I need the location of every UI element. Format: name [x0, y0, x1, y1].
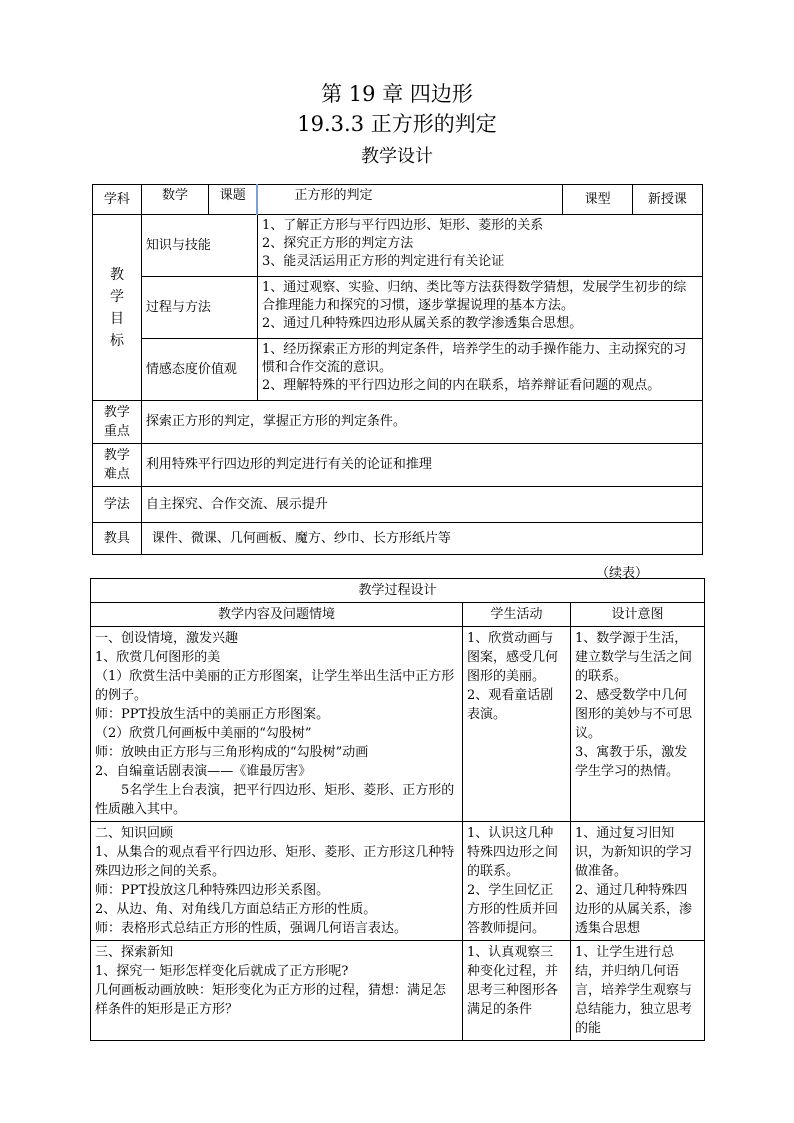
activity-line: 2、学生回忆正方形的性质并回答教师提问。 [467, 883, 559, 936]
activity-line: 1、认真观察三种变化过程，并思考三种图形各满足的条件 [467, 945, 559, 1017]
table-row [91, 627, 705, 822]
intent-line: 2、感受数学中几何图形的美妙与不可思议。 [575, 688, 693, 741]
content-line: 2、从边、角、对角线几方面总结正方形的性质。 [95, 902, 377, 917]
process-table [90, 578, 705, 1041]
table-row [91, 822, 705, 941]
content-line: 1、欣赏几何图形的美 [95, 650, 221, 665]
content-cell [91, 627, 463, 822]
intent-cell [571, 822, 705, 941]
activity-line: 1、认识这几种特殊四边形之间的联系。 [467, 826, 559, 879]
activity-cell [463, 941, 571, 1041]
content-line: 2、自编童话剧表演——《谁最厉害》 [95, 764, 312, 779]
intent-cell [571, 627, 705, 822]
content-line: 三、探索新知 [95, 945, 174, 960]
activity-line: 2、观看童话剧表演。 [467, 688, 554, 722]
intent-line: 1、通过复习旧知识，为新知识的学习做准备。 [575, 826, 693, 879]
content-line: 5名学生上台表演，把平行四边形、矩形、菱形、正方形的性质融入其中。 [95, 783, 455, 817]
method-label: 学法 [93, 487, 142, 523]
method-value: 自主探究、合作交流、展示提升 [141, 487, 702, 523]
col-content-header: 教学内容及问题情境 [91, 603, 463, 627]
doc-type-title: 教学设计 [361, 146, 433, 167]
goal-line: 1、经历探索正方形的判定条件，培养学生的动手操作能力、主动探究的习惯和合作交流的意识。 [261, 342, 687, 375]
content-line: 师：放映由正方形与三角形构成的“勾股树”动画 [95, 745, 369, 760]
key-label: 教学 重点 [93, 401, 142, 444]
table-row [91, 941, 705, 1041]
goal-name: 知识与技能 [141, 215, 257, 277]
goal-line: 2、探究正方形的判定方法 [261, 236, 414, 251]
subject-value: 数学 [141, 185, 208, 215]
info-table [92, 184, 703, 555]
goal-content [257, 339, 702, 401]
goal-line: 1、通过观察、实验、归纳、类比等方法获得数学猜想，发展学生初步的综合推理能力和探究的习惯，逐步掌握说理的基本方法。 [261, 280, 687, 313]
content-line: 二、知识回顾 [95, 826, 174, 841]
content-line: 1、从集合的观点看平行四边形、矩形、菱形、正方形这几种特殊四边形之间的关系。 [95, 845, 455, 879]
intent-line: 2、通过几种特殊四边形的从属关系，渗透集合思想 [575, 883, 693, 936]
content-line: 1、探究一 矩形怎样变化后就成了正方形呢? [95, 964, 349, 979]
section-title: 19.3.3 正方形的判定 [297, 112, 497, 136]
col-activity-header: 学生活动 [463, 603, 571, 627]
subject-label: 学科 [93, 185, 142, 215]
goal-line: 2、通过几种特殊四边形从属关系的教学渗透集合思想。 [261, 316, 583, 331]
content-line: 一、创设情境，激发兴趣 [95, 631, 239, 646]
intent-cell [571, 941, 705, 1041]
intent-line: 1、让学生进行总结，并归纳几何语言，培养学生观察与总结能力，独立思考的能 [575, 945, 693, 1036]
topic-value: 正方形的判定 [257, 185, 563, 215]
content-cell [91, 822, 463, 941]
goal-content [257, 215, 702, 277]
activity-line: 1、欣赏动画与图案，感受几何图形的美丽。 [467, 631, 559, 684]
tools-label: 教具 [93, 523, 142, 555]
process-title: 教学过程设计 [91, 579, 705, 603]
intent-line: 3、寓教于乐，激发学生学习的热情。 [575, 745, 688, 779]
goal-content [257, 277, 702, 339]
intent-line: 1、数学源于生活，建立数学与生活之间的联系。 [575, 631, 693, 684]
content-line: 师：PPT投放生活中的美丽正方形图案。 [95, 707, 330, 722]
col-intent-header: 设计意图 [571, 603, 705, 627]
difficult-value: 利用特殊平行四边形的判定进行有关的论证和推理 [141, 444, 702, 487]
activity-cell [463, 627, 571, 822]
content-cell [91, 941, 463, 1041]
content-line: 几何画板动画放映：矩形变化为正方形的过程，猜想：满足怎样条件的矩形是正方形？ [95, 983, 447, 1017]
content-line: 师：PPT投放这几种特殊四边形关系图。 [95, 883, 330, 898]
type-label: 课型 [563, 185, 632, 215]
goal-name: 过程与方法 [141, 277, 257, 339]
content-line: 师：表格形式总结正方形的性质，强调几何语言表达。 [95, 921, 408, 936]
goal-line: 2、理解特殊的平行四边形之间的内在联系，培养辩证看问题的观点。 [261, 378, 661, 393]
goal-line: 3、能灵活运用正方形的判定进行有关论证 [261, 254, 505, 269]
goals-label: 教 学 目 标 [93, 215, 142, 401]
content-line: （2）欣赏几何画板中美丽的“勾股树” [95, 726, 312, 741]
chapter-title: 第 19 章 四边形 [321, 82, 473, 106]
difficult-label: 教学 难点 [93, 444, 142, 487]
goal-name: 情感态度价值观 [141, 339, 257, 401]
continued-note: （续表） [596, 566, 649, 581]
key-value: 探索正方形的判定，掌握正方形的判定条件。 [141, 401, 702, 444]
topic-label: 课题 [209, 185, 258, 215]
type-value: 新授课 [632, 185, 702, 215]
content-line: （1）欣赏生活中美丽的正方形图案，让学生举出生活中正方形的例子。 [95, 669, 455, 703]
tools-value: 课件、微课、几何画板、魔方、纱巾、长方形纸片等 [141, 523, 702, 555]
goal-line: 1、了解正方形与平行四边形、矩形、菱形的关系 [261, 218, 544, 233]
activity-cell [463, 822, 571, 941]
